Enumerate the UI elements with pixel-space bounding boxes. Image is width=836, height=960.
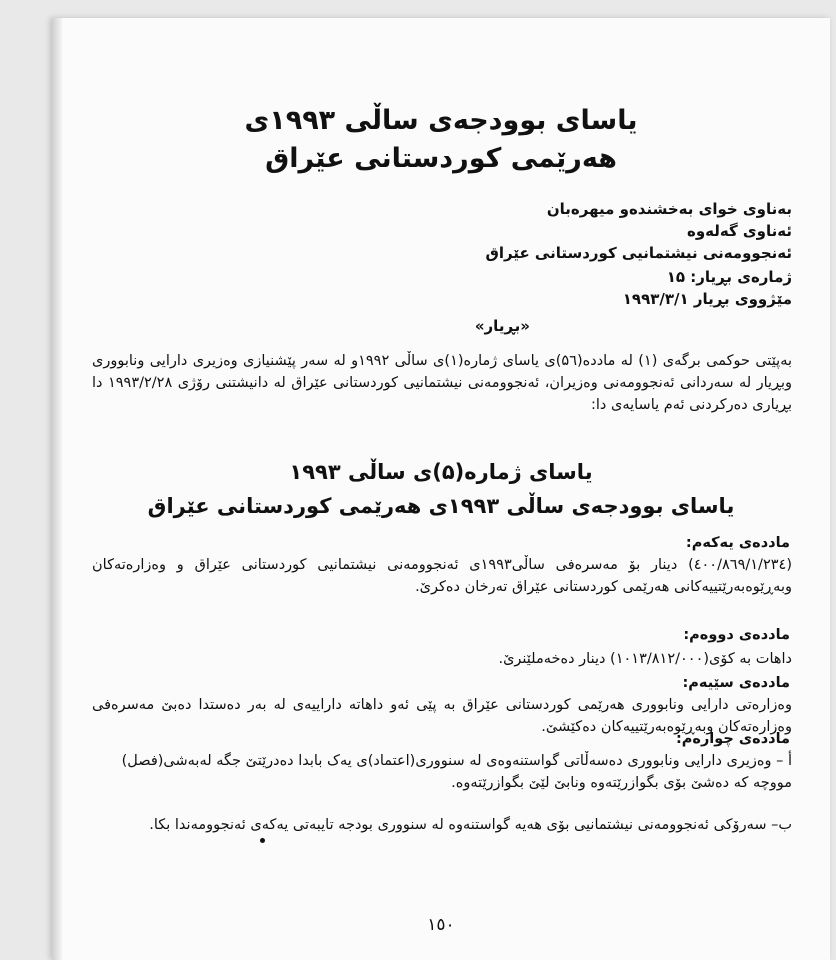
article-3-text: وەزارەتی دارایی ونابووری هەرێمی کوردستانی عێراق بە پێی ئەو داهاتە داراییەی لە بەر دەستدا دەبێ مەسرەفی وەزارەتەکان وبەڕێوەبەرێتییەکان دەکێشێ. <box>92 697 792 735</box>
article-2-label: ماددەی دووەم: <box>683 627 790 643</box>
intro-paragraph: بەپێتی حوکمی برگەی (۱) لە ماددە(۵٦)ی یاسای ژمارە(۱)ی ساڵی ۱۹۹۲و لە سەر پێشنیازی وەزیری دارایی ونابووری وبڕیار لە سەردانی ئەنجوومەنی وەزیران، ئەنجوومەنی نیشتمانیی کوردستانی عێراق لە دانیشتنی رۆژی ۱۹۹۳/۲/۲۸ دا بڕیاری دەرکردنی ئەم یاسایەی دا: <box>92 353 793 413</box>
article-4-item-a: أ – وەزیری دارایی ونابووری دەسەڵاتی گواستنەوەی لە سنووری(اعتماد)ی یەک بابدا دەدرێتێ جگە لەبەشی(فصل) مووچە کە دەشێ بۆی بگوازرێتەوە ونابێ لێێ بگوازرێتەوە. <box>121 753 792 791</box>
header-decision-date: مێژووی بڕیار ۱۹۹۳/۳/۱ <box>622 290 792 308</box>
article-1-label: ماددەی یەکەم: <box>685 535 790 551</box>
header-people-name: ئەناوی گەلەوە <box>686 222 792 240</box>
law-title-line-2: یاسای بوودجەی ساڵی ۱۹۹۳ی هەرێمی کوردستانی عێراق <box>147 494 735 518</box>
document-page <box>52 18 830 960</box>
article-3-label: ماددەی سێیەم: <box>682 675 790 691</box>
law-title-line-1: یاسای ژمارە(۵)ی ساڵی ۱۹۹۳ <box>289 460 593 484</box>
article-1-text: (۱/۲۳٤/۸٦۹/٤۰۰) دینار بۆ مەسرەفی ساڵی۱۹۹۳ی ئەنجوومەنی نیشتمانیی کوردستانی عێراق و وەزارەتەکان وبەڕێوەبەرێتییەکانی هەرێمی کوردستانی عێراق تەرخان دەکرێ. <box>92 557 792 595</box>
article-2-text: داهات بە کۆی(۱۰۱۳/۸۱۲/۰۰۰) دینار دەخەملێنرێ. <box>498 651 792 667</box>
header-decision-number: ژمارەی بڕیار: ۱۵ <box>666 268 792 286</box>
article-4-label: ماددەی چوارەم: <box>675 731 790 747</box>
article-4-item-b: ب– سەرۆکی ئەنجوومەنی نیشتمانیی بۆی هەیە گواستنەوە لە سنووری بودجە تایبەتی یەکەی ئەنجوومەندا بکا. <box>149 817 792 833</box>
header-council-name: ئەنجوومەنی نیشتمانیی کوردستانی عێراق <box>485 244 792 262</box>
main-title-line-2: هەرێمی کوردستانی عێراق <box>265 143 617 174</box>
header-basmala: بەناوی خوای بەخشندەو میهرەبان <box>546 200 792 218</box>
page-number: ۱٥٠ <box>427 915 455 935</box>
main-title-line-1: یاسای بوودجەی ساڵی ۱۹۹۳ی <box>244 105 638 136</box>
ink-dot <box>260 838 265 843</box>
decision-label: «بڕیار» <box>474 317 530 335</box>
